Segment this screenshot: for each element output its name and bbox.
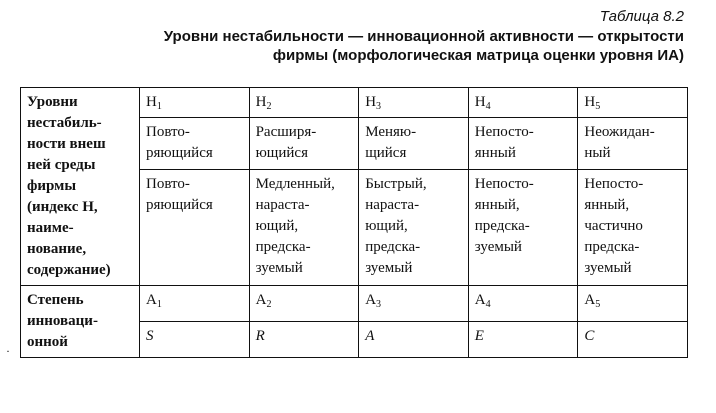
content-h5: Непосто- янный, частично предска- зуемый — [578, 170, 688, 286]
content-h2: Медленный, нараста- ющий, предска- зуемый — [249, 170, 359, 286]
name-h1: Повто- ряющийся — [140, 118, 250, 170]
content-h4: Непосто- янный, предска- зуемый — [468, 170, 578, 286]
code-a4: E — [468, 322, 578, 358]
name-h3: Меняю- щийся — [359, 118, 469, 170]
table-caption — [24, 27, 684, 65]
level-a2: $А_2$ — [249, 286, 359, 322]
level-a5: $А_5$ — [578, 286, 688, 322]
level-a4: $А_4$ — [468, 286, 578, 322]
code-a3: A — [359, 322, 469, 358]
level-h3: $Н_3$ — [359, 88, 469, 118]
content-h3: Быстрый, нараста- ющий, предска- зуемый — [359, 170, 469, 286]
name-h2: Расширя- ющийся — [249, 118, 359, 170]
name-h4: Непосто- янный — [468, 118, 578, 170]
caption-line-1: Уровни нестабильности — инновационной активности — открытости — [163, 28, 684, 45]
code-a2: R — [249, 322, 359, 358]
content-h1: Повто- ряющийся — [140, 170, 250, 286]
morphological-matrix — [20, 87, 688, 358]
table-number: Таблица 8.2 — [599, 8, 684, 25]
level-a3: $А_3$ — [359, 286, 469, 322]
innovation-level-row — [21, 286, 688, 322]
name-h5: Неожидан- ный — [578, 118, 688, 170]
code-a5: C — [578, 322, 688, 358]
level-a1: $А_1$ — [140, 286, 250, 322]
level-h2: $Н_2$ — [249, 88, 359, 118]
stray-mark: · — [6, 344, 10, 358]
level-h1: $Н_1$ — [140, 88, 250, 118]
code-a1: S — [140, 322, 250, 358]
innovation-row-header: Степень инноваци- онной — [21, 286, 140, 358]
level-h5: $Н_5$ — [578, 88, 688, 118]
caption-line-2: фирмы (морфологическая матрица оценки уровня ИА) — [272, 47, 684, 64]
instability-row-header: Уровни нестабиль- ности внеш ней среды фирмы (индекс Н, наиме- нование, содержание) — [21, 88, 140, 286]
level-h4: $Н_4$ — [468, 88, 578, 118]
instability-level-row — [21, 88, 688, 118]
